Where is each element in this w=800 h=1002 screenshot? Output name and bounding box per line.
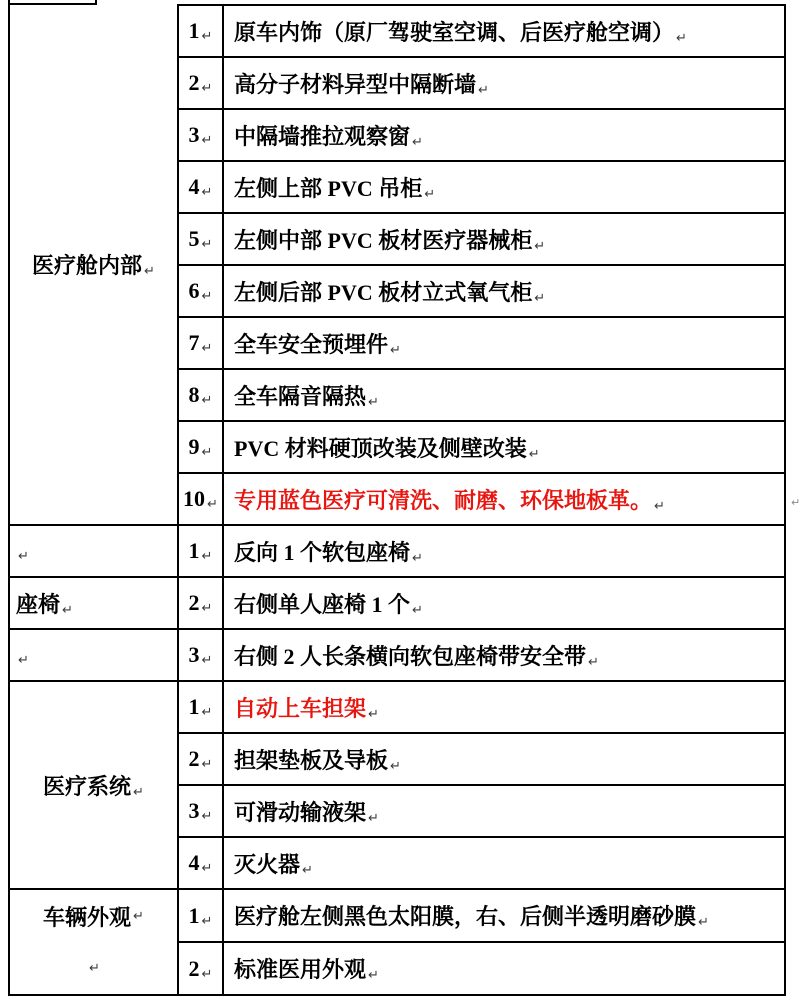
- description-text: 全车安全预埋件: [234, 331, 389, 357]
- category-cell: [9, 889, 178, 995]
- paragraph-mark-icon: ↵: [89, 960, 100, 976]
- description-text: 可滑动输液架: [234, 799, 367, 825]
- table-row: [9, 5, 785, 57]
- row-number: 3: [188, 798, 200, 823]
- paragraph-mark-icon: ↵: [534, 290, 546, 306]
- paragraph-mark-icon: ↵: [368, 394, 379, 410]
- paragraph-mark-icon: ↵: [478, 82, 489, 98]
- row-number: 2: [188, 70, 200, 95]
- paragraph-mark-icon: ↵: [534, 238, 546, 254]
- category-label: 座椅: [16, 591, 61, 617]
- paragraph-mark-icon: ↵: [133, 908, 144, 924]
- description-cell: [223, 681, 785, 733]
- table-row: [9, 577, 785, 629]
- description-text: 右侧 2 人长条横向软包座椅带安全带: [234, 643, 587, 669]
- row-number-cell: [178, 369, 223, 421]
- row-number: 6: [188, 278, 200, 303]
- description-cell: [223, 837, 785, 889]
- category-cell: [9, 525, 178, 577]
- description-cell: [223, 733, 785, 785]
- paragraph-mark-icon: ↵: [201, 757, 213, 772]
- paragraph-mark-icon: ↵: [201, 861, 213, 876]
- row-number: 2: [188, 746, 200, 771]
- table-row: [9, 629, 785, 681]
- row-number-cell: [178, 837, 223, 889]
- paragraph-mark-icon: ↵: [368, 706, 379, 722]
- description-text: 灭火器: [234, 851, 301, 877]
- paragraph-mark-icon: ↵: [18, 653, 29, 668]
- paragraph-mark-icon: ↵: [412, 550, 423, 566]
- paragraph-mark-icon: ↵: [201, 445, 213, 460]
- row-number: 5: [188, 226, 200, 251]
- paragraph-mark-icon: ↵: [201, 705, 213, 720]
- description-cell: [223, 421, 785, 473]
- row-number-cell: [178, 681, 223, 733]
- row-number: 1: [188, 538, 200, 563]
- description-text: 左侧中部 PVC 板材医疗器械柜: [234, 227, 533, 253]
- row-number-cell: [178, 942, 223, 995]
- description-text: 自动上车担架: [234, 695, 367, 721]
- paragraph-mark-icon: ↵: [201, 393, 213, 408]
- row-number-cell: [178, 629, 223, 681]
- description-text: 原车内饰（原厂驾驶室空调、后医疗舱空调）: [234, 19, 675, 45]
- paragraph-mark-icon: ↵: [201, 81, 213, 96]
- description-cell: [223, 889, 785, 942]
- description-cell: [223, 161, 785, 213]
- table-row: [9, 889, 785, 942]
- paragraph-mark-icon: ↵: [133, 784, 144, 800]
- row-number: 8: [188, 382, 200, 407]
- row-number-cell: [178, 733, 223, 785]
- row-end-paragraph-mark-icon: ↵: [791, 496, 800, 509]
- paragraph-mark-icon: ↵: [201, 341, 213, 356]
- row-number: 9: [188, 434, 200, 459]
- paragraph-mark-icon: ↵: [201, 133, 213, 148]
- paragraph-mark-icon: ↵: [201, 29, 213, 44]
- description-text: 标准医用外观: [234, 957, 367, 982]
- row-number: 1: [188, 902, 200, 928]
- description-cell: [223, 473, 785, 525]
- paragraph-mark-icon: ↵: [62, 602, 73, 618]
- description-text: 右侧单人座椅 1 个: [234, 591, 411, 617]
- paragraph-mark-icon: ↵: [528, 446, 540, 462]
- description-cell: [223, 785, 785, 837]
- paragraph-mark-icon: ↵: [201, 237, 213, 252]
- description-text: 反向 1 个软包座椅: [234, 539, 411, 565]
- table-row: [9, 681, 785, 733]
- paragraph-mark-icon: ↵: [412, 134, 423, 150]
- description-cell: [223, 57, 785, 109]
- row-number: 1: [188, 694, 200, 719]
- description-text: 担架垫板及导板: [234, 747, 389, 773]
- category-cell: [9, 629, 178, 681]
- row-number-cell: [178, 5, 223, 57]
- row-number-cell: [178, 213, 223, 265]
- description-cell: [223, 369, 785, 421]
- paragraph-mark-icon: ↵: [412, 602, 423, 618]
- paragraph-mark-icon: ↵: [201, 966, 213, 982]
- description-text: 医疗舱左侧黑色太阳膜，右、后侧半透明磨砂膜: [234, 904, 697, 929]
- description-cell: [223, 317, 785, 369]
- row-number-cell: [178, 109, 223, 161]
- description-text: 左侧后部 PVC 板材立式氧气柜: [234, 279, 533, 305]
- paragraph-mark-icon: ↵: [368, 968, 379, 983]
- paragraph-mark-icon: ↵: [588, 654, 599, 670]
- paragraph-mark-icon: ↵: [201, 601, 213, 616]
- paragraph-mark-icon: ↵: [390, 758, 401, 774]
- row-number-cell: [178, 525, 223, 577]
- row-number-cell: [178, 161, 223, 213]
- description-cell: [223, 5, 785, 57]
- row-number: 2: [188, 590, 200, 615]
- paragraph-mark-icon: ↵: [698, 915, 709, 930]
- spec-table: [8, 4, 786, 996]
- description-cell: [223, 525, 785, 577]
- description-text: 全车隔音隔热: [234, 383, 367, 409]
- category-label: 车辆外观: [43, 904, 132, 930]
- paragraph-mark-icon: ↵: [676, 30, 687, 46]
- paragraph-mark-icon: ↵: [201, 809, 213, 824]
- description-cell: [223, 942, 785, 995]
- row-number-cell: [178, 265, 223, 317]
- category-cell: [9, 5, 178, 525]
- row-number: 3: [188, 122, 200, 147]
- row-number: 1: [188, 18, 200, 43]
- category-cell: [9, 681, 178, 889]
- paragraph-mark-icon: ↵: [201, 289, 213, 304]
- description-cell: [223, 577, 785, 629]
- row-number-cell: [178, 889, 223, 942]
- paragraph-mark-icon: ↵: [390, 342, 401, 358]
- description-cell: [223, 629, 785, 681]
- row-number: 2: [188, 955, 200, 981]
- description-text: 左侧上部 PVC 吊柜: [234, 175, 423, 201]
- paragraph-mark-icon: ↵: [201, 185, 213, 200]
- paragraph-mark-icon: ↵: [201, 913, 213, 929]
- paragraph-mark-icon: ↵: [424, 186, 436, 202]
- description-cell: [223, 213, 785, 265]
- category-label: 医疗系统: [43, 773, 132, 799]
- row-number: 3: [188, 642, 200, 667]
- description-text: PVC 材料硬顶改装及侧壁改装: [234, 435, 527, 461]
- description-text: 专用蓝色医疗可清洗、耐磨、环保地板革。: [234, 487, 653, 513]
- paragraph-mark-icon: ↵: [18, 549, 29, 564]
- paragraph-mark-icon: ↵: [207, 497, 218, 512]
- paragraph-mark-icon: ↵: [654, 498, 665, 514]
- paragraph-mark-icon: ↵: [368, 810, 379, 826]
- description-text: 高分子材料异型中隔断墙: [234, 71, 477, 97]
- row-number: 10: [183, 486, 206, 511]
- category-label: 医疗舱内部: [32, 253, 143, 278]
- row-number-cell: [178, 577, 223, 629]
- row-number-cell: [178, 57, 223, 109]
- row-number-cell: [178, 421, 223, 473]
- row-number-cell: [178, 473, 223, 525]
- row-number: 4: [188, 850, 200, 875]
- category-cell: [9, 577, 178, 629]
- paragraph-mark-icon: ↵: [201, 549, 213, 564]
- row-number-cell: [178, 317, 223, 369]
- description-cell: [223, 265, 785, 317]
- paragraph-mark-icon: ↵: [144, 264, 155, 279]
- row-number: 4: [188, 174, 200, 199]
- table-row: [9, 525, 785, 577]
- paragraph-mark-icon: ↵: [302, 862, 313, 878]
- description-cell: [223, 109, 785, 161]
- paragraph-mark-icon: ↵: [201, 653, 213, 668]
- row-number-cell: [178, 785, 223, 837]
- description-text: 中隔墙推拉观察窗: [234, 123, 411, 149]
- row-number: 7: [188, 330, 200, 355]
- spec-table-body: [9, 5, 785, 995]
